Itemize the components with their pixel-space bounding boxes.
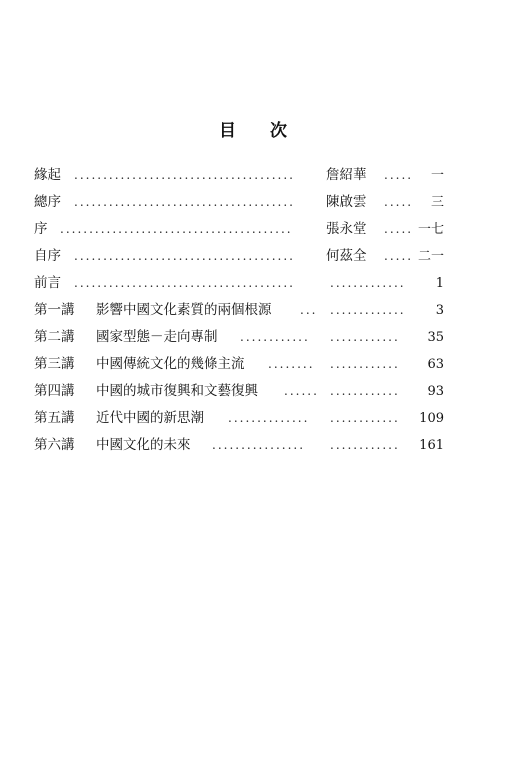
toc-entry-lecture-1 xyxy=(34,297,444,324)
toc-entry-label: 第四講 xyxy=(34,383,75,399)
toc-entry-page: 一 xyxy=(430,168,444,183)
toc-entry-xu xyxy=(34,216,444,243)
dot-leader: .............. xyxy=(228,411,310,425)
toc-entry-page: 63 xyxy=(427,357,444,372)
toc-entry-lecture-2 xyxy=(34,324,444,351)
dot-leader: ............. xyxy=(330,276,406,290)
toc-entry-label: 第二講 xyxy=(34,329,75,345)
toc-entry-title: 影響中國文化素質的兩個根源 xyxy=(96,302,272,318)
dot-leader: ..... xyxy=(384,195,414,209)
toc-entry-page: 3 xyxy=(435,303,444,318)
toc-entry-label: 第六講 xyxy=(34,437,75,453)
dot-leader: ........ xyxy=(268,357,315,371)
toc-entry-label: 總序 xyxy=(34,194,61,210)
toc-entry-author: 陳啟雲 xyxy=(326,194,367,210)
toc-entry-page: 一七 xyxy=(417,222,444,237)
toc-entry-lecture-5 xyxy=(34,405,444,432)
table-of-contents xyxy=(34,162,444,459)
toc-entry-label: 第三講 xyxy=(34,356,75,372)
toc-entry-lecture-6 xyxy=(34,432,444,459)
dot-leader: ............. xyxy=(330,303,406,317)
toc-entry-label: 第五講 xyxy=(34,410,75,426)
toc-title: 目 次 xyxy=(219,121,301,141)
toc-entry-page: 三 xyxy=(430,195,444,210)
toc-entry-page: 93 xyxy=(427,384,444,399)
dot-leader: ..... xyxy=(384,222,414,236)
dot-leader: ............ xyxy=(330,438,400,452)
toc-entry-page: 1 xyxy=(435,276,444,291)
toc-entry-zongxu xyxy=(34,189,444,216)
toc-entry-page: 109 xyxy=(419,411,444,426)
toc-entry-title: 中國文化的未來 xyxy=(96,437,191,453)
toc-entry-page: 35 xyxy=(427,330,444,345)
toc-entry-qianyan xyxy=(34,270,444,297)
toc-entry-page: 161 xyxy=(419,438,444,453)
toc-entry-title: 中國傳統文化的幾條主流 xyxy=(96,356,245,372)
toc-entry-yuanqi xyxy=(34,162,444,189)
dot-leader: ................ xyxy=(212,438,306,452)
dot-leader: ..... xyxy=(384,168,414,182)
dot-leader: ............ xyxy=(330,384,400,398)
dot-leader: ...................................... xyxy=(74,276,295,290)
toc-entry-label: 序 xyxy=(34,221,48,237)
dot-leader: ... xyxy=(300,303,318,317)
toc-entry-author: 詹紹華 xyxy=(326,167,367,183)
dot-leader: ............ xyxy=(330,357,400,371)
toc-entry-author: 張永堂 xyxy=(326,221,367,237)
dot-leader: ...................................... xyxy=(74,168,295,182)
dot-leader: ............ xyxy=(330,330,400,344)
dot-leader: ............ xyxy=(330,411,400,425)
toc-entry-author: 何茲全 xyxy=(326,248,367,264)
toc-entry-label: 自序 xyxy=(34,248,61,264)
toc-entry-lecture-4 xyxy=(34,378,444,405)
toc-entry-lecture-3 xyxy=(34,351,444,378)
toc-entry-title: 近代中國的新思潮 xyxy=(96,410,204,426)
toc-entry-label: 緣起 xyxy=(34,167,61,183)
toc-entry-title: 國家型態－走向專制 xyxy=(96,329,218,345)
toc-entry-title: 中國的城市復興和文藝復興 xyxy=(96,383,258,399)
dot-leader: ............ xyxy=(240,330,310,344)
toc-entry-label: 前言 xyxy=(34,275,61,291)
dot-leader: ...................................... xyxy=(74,249,295,263)
toc-entry-label: 第一講 xyxy=(34,302,75,318)
dot-leader: ...................................... xyxy=(74,195,295,209)
dot-leader: ..... xyxy=(384,249,414,263)
toc-entry-zixu xyxy=(34,243,444,270)
dot-leader: ........................................ xyxy=(60,222,293,236)
dot-leader: ...... xyxy=(284,384,319,398)
toc-entry-page: 二一 xyxy=(417,249,444,264)
